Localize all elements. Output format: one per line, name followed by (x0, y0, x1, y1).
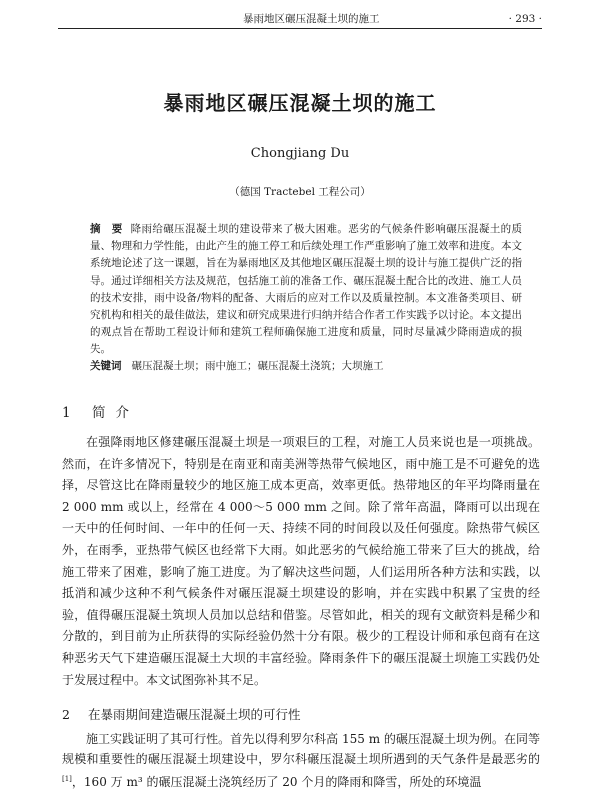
abstract (90, 221, 522, 359)
section-1-title: 简介 (92, 405, 139, 421)
keywords-label: 关键词 (90, 360, 122, 372)
abstract-text: 降雨给碾压混凝土坝的建设带来了极大困难。恶劣的气候条件影响碾压混凝土的质量、物理和力学性能，由此产生的施工停工和后续处理工作严重影响了施工效率和进度。本文系统地论述了这一课题，旨在为暴雨地区及其他地区碾压混凝土坝的设计与施工提供广泛的指导。通过详细相关方法及规范，包括施工前的准备工作、碾压混凝土配合比的改进、施工人员的技术安排，雨中设备/物料的配备、大雨后的应对工作以及质量控制。本文准备类项目、研究机构和相关的最佳做法，建议和研究成果进行归纳并结合作者工作实践予以讨论。本文提出的观点旨在帮助工程设计师和建筑工程师确保施工进度和质量，同时尽量减少降雨造成的损失。 (90, 223, 523, 356)
citation-ref[interactable]: [1] (62, 775, 72, 783)
running-head (58, 10, 542, 29)
section-2-text-start: 施工实践证明了其可行性。首先以得利罗尔科高 155 m 的碾压混凝土坝为例。在同等规模和重要性的碾压混凝土坝建设中，罗尔科碾压混凝土坝所遇到的天气条件是最恶劣的 (62, 732, 540, 766)
abstract-label: 摘 要 (90, 223, 123, 235)
section-2-text-end: ，160 万 m³ 的碾压混凝土浇筑经历了 20 个月的降雨和降雪，所处的环境温 (71, 775, 482, 789)
section-2-paragraph (62, 729, 540, 792)
section-2-title: 在暴雨期间建造碾压混凝土坝的可行性 (88, 707, 301, 722)
section-2-number: 2 (62, 707, 70, 722)
running-head-title: 暴雨地区碾压混凝土坝的施工 (243, 13, 380, 25)
author-name: Chongjiang Du (250, 146, 350, 161)
section-2-heading (62, 705, 301, 723)
keywords (90, 358, 522, 375)
page-number: · 293 · (508, 13, 542, 25)
keywords-text: 碾压混凝土坝；雨中施工；碾压混凝土浇筑；大坝施工 (131, 360, 384, 372)
section-1-number: 1 (62, 405, 71, 421)
section-1-paragraph: 在强降雨地区修建碾压混凝土坝是一项艰巨的工程，对施工人员来说也是一项挑战。然而，在许多情况下，特别是在南亚和南美洲等热带气候地区，雨中施工是不可避免的选择，尽管这比在降雨量较少的地区施工成本更高，效率更低。热带地区的年平均降雨量在 2 000 mm 或以上，经常在 4 000～5 000 mm 之间。除了常年高温，降雨可以出现在一天中的任何时间、一年中的任何一天、持续不同的时间段以及任何强度。除热带气候区外，在雨季，亚热带气候区也经常下大雨。如此恶劣的气候给施工带来了巨大的挑战，给施工带来了困难，影响了施工进度。为了解决这些问题，人们运用所各种方法和实践，以抵消和减少这种不利气候条件对碾压混凝土坝建设的影响，并在实践中积累了宝贵的经验，值得碾压混凝土筑坝人员加以总结和借鉴。尽管如此，相关的现有文献资料是稀少和分散的，到目前为止所获得的实际经验仍然十分有限。极少的工程设计师和承包商有在这种恶劣天气下建造碾压混凝土大坝的丰富经验。降雨条件下的碾压混凝土坝施工实践仍处于发展过程中。本文试图弥补其不足。 (62, 435, 540, 687)
section-1-heading (62, 401, 139, 421)
paper-title: 暴雨地区碾压混凝土坝的施工 (163, 91, 437, 115)
author-affiliation: （德国 Tractebel 工程公司） (229, 186, 371, 198)
